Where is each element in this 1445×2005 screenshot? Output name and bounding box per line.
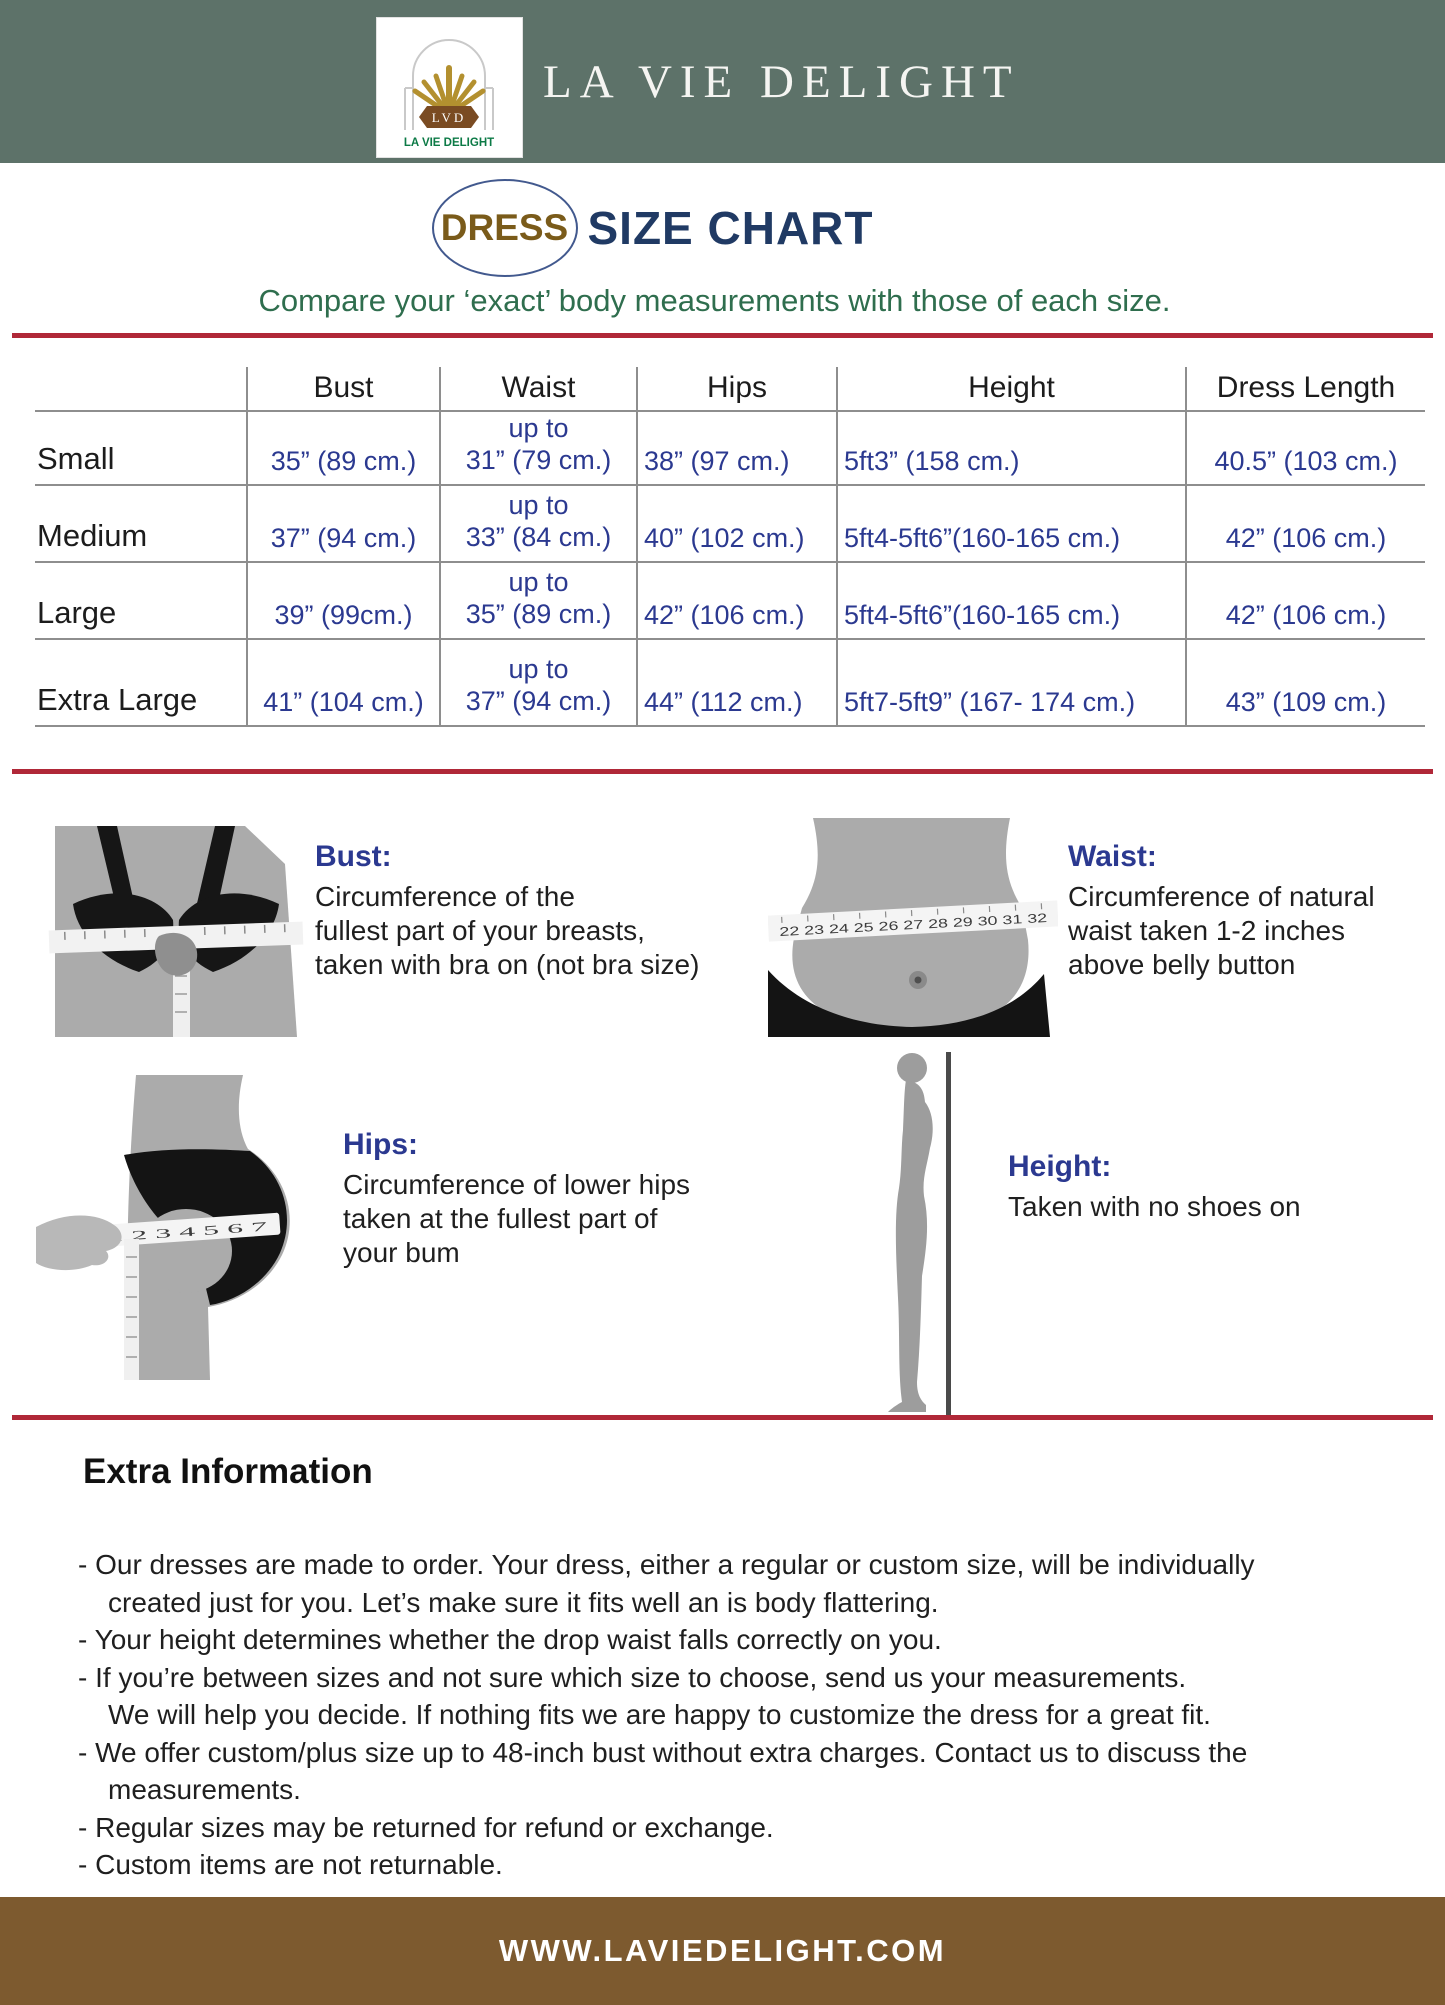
row-label-small: Small [35,412,248,486]
cell-large-waist [441,563,638,640]
height-line-1: Taken with no shoes on [1008,1191,1301,1222]
hips-line-1: Circumference of lower hips [343,1169,691,1200]
waist-tape-numbers: 22 23 24 25 26 27 28 29 30 31 32 [779,915,968,939]
cell-large-dress-length: 42” (106 cm.) [1187,563,1425,640]
divider-bottom [12,1415,1433,1420]
cell-xl-hips: 44” (112 cm.) [638,640,838,727]
row-label-medium: Medium [35,486,248,563]
col-header-dress-length: Dress Length [1187,367,1425,412]
brand-logo [376,17,523,158]
col-header-hips: Hips [638,367,838,412]
col-header-bust: Bust [248,367,441,412]
extra-line-4b: measurements. [108,1774,301,1805]
cell-medium-dress-length: 42” (106 cm.) [1187,486,1425,563]
waist-label: Waist: [1068,840,1157,873]
wall-line [946,1052,951,1420]
bust-illustration [45,818,307,1042]
size-chart-title: SIZE CHART [587,202,874,254]
extra-line-6: - Custom items are not returnable. [78,1849,503,1880]
extra-line-1: - Our dresses are made to order. Your dress, either a regular or custom size, will be individually [78,1549,1255,1580]
extra-line-5: - Regular sizes may be returned for refund or exchange. [78,1811,774,1843]
waist-line-1: Circumference of natural [1068,881,1375,912]
bust-line-3: taken with bra on (not bra size) [315,949,700,980]
bust-line-1: Circumference of the [315,881,575,912]
waist-prefix: up to [508,490,569,521]
waist-line-2: waist taken 1-2 inches [1068,915,1346,946]
cell-medium-height: 5ft4-5ft6”(160-165 cm.) [838,486,1187,563]
logo-monogram: LVD [431,110,467,125]
table-corner-cell [35,367,248,412]
waist-line-3: above belly button [1068,949,1296,980]
cell-medium-bust: 37” (94 cm.) [248,486,441,563]
waist-value: 31” (79 cm.) [465,445,612,476]
extra-line-3b: We will help you decide. If nothing fits we are happy to customize the dress for a great fit. [108,1699,1211,1730]
height-label: Height: [1008,1150,1112,1183]
col-header-waist: Waist [441,367,638,412]
cell-xl-waist [441,640,638,727]
hips-line-3: your bum [343,1237,460,1268]
height-illustration [876,1046,960,1425]
extra-line-3: - If you’re between sizes and not sure which size to choose, send us your measurements. [78,1661,1187,1693]
divider-middle [12,769,1433,774]
cell-large-hips: 42” (106 cm.) [638,563,838,640]
cell-large-bust: 39” (99cm.) [248,563,441,640]
hips-line-2: taken at the fullest part of [343,1203,658,1234]
bust-description [315,840,699,982]
subtitle: Compare your ‘exact’ body measurements with those of each size. [258,283,1171,318]
footer-band [0,1897,1445,2005]
waist-prefix: up to [508,567,569,598]
cell-small-waist [441,412,638,486]
website-url: WWW.LAVIEDELIGHT.COM [498,1933,947,1968]
logo-emblem-icon [377,18,522,157]
dress-badge [432,179,578,277]
brand-title: LA VIE DELIGHT [543,55,1020,108]
row-label-large: Large [35,563,248,640]
waist-description [1068,840,1375,982]
dress-badge-label: DRESS [440,207,569,248]
waist-illustration [768,818,1058,1042]
waist-prefix: up to [508,413,569,444]
hips-description [343,1128,690,1270]
page-title [0,178,1375,278]
cell-medium-waist [441,486,638,563]
waist-value: 33” (84 cm.) [465,522,612,553]
hips-label: Hips: [343,1128,418,1161]
extra-info-heading: Extra Information [83,1452,373,1491]
bust-label: Bust: [315,840,392,873]
hips-illustration [36,1075,328,1385]
waist-value: 35” (89 cm.) [465,599,612,630]
extra-line-1b: created just for you. Let’s make sure it fits well an is body flattering. [108,1586,939,1618]
cell-small-hips: 38” (97 cm.) [638,412,838,486]
size-table [35,367,1425,727]
cell-xl-bust: 41” (104 cm.) [248,640,441,727]
extra-line-4: - We offer custom/plus size up to 48-inch bust without extra charges. Contact us to discuss the [78,1736,1248,1768]
waist-prefix: up to [508,654,569,685]
extra-info-list [78,1546,1423,1884]
bust-line-2: fullest part of your breasts, [315,915,645,946]
col-header-height: Height [838,367,1187,412]
cell-xl-height: 5ft7-5ft9” (167- 174 cm.) [838,640,1187,727]
cell-xl-dress-length: 43” (109 cm.) [1187,640,1425,727]
cell-small-height: 5ft3” (158 cm.) [838,412,1187,486]
cell-small-bust: 35” (89 cm.) [248,412,441,486]
hips-tape-numbers: 1 2 3 4 5 6 7 [106,1225,173,1245]
cell-medium-hips: 40” (102 cm.) [638,486,838,563]
height-description [1008,1150,1301,1224]
divider-top [12,333,1433,338]
row-label-extra-large: Extra Large [35,640,248,727]
header-band [0,0,1445,163]
cell-small-dress-length: 40.5” (103 cm.) [1187,412,1425,486]
waist-value: 37” (94 cm.) [465,686,612,717]
cell-large-height: 5ft4-5ft6”(160-165 cm.) [838,563,1187,640]
logo-brand-small: LA VIE DELIGHT [403,137,495,149]
extra-line-2: - Your height determines whether the drop waist falls correctly on you. [78,1624,942,1655]
